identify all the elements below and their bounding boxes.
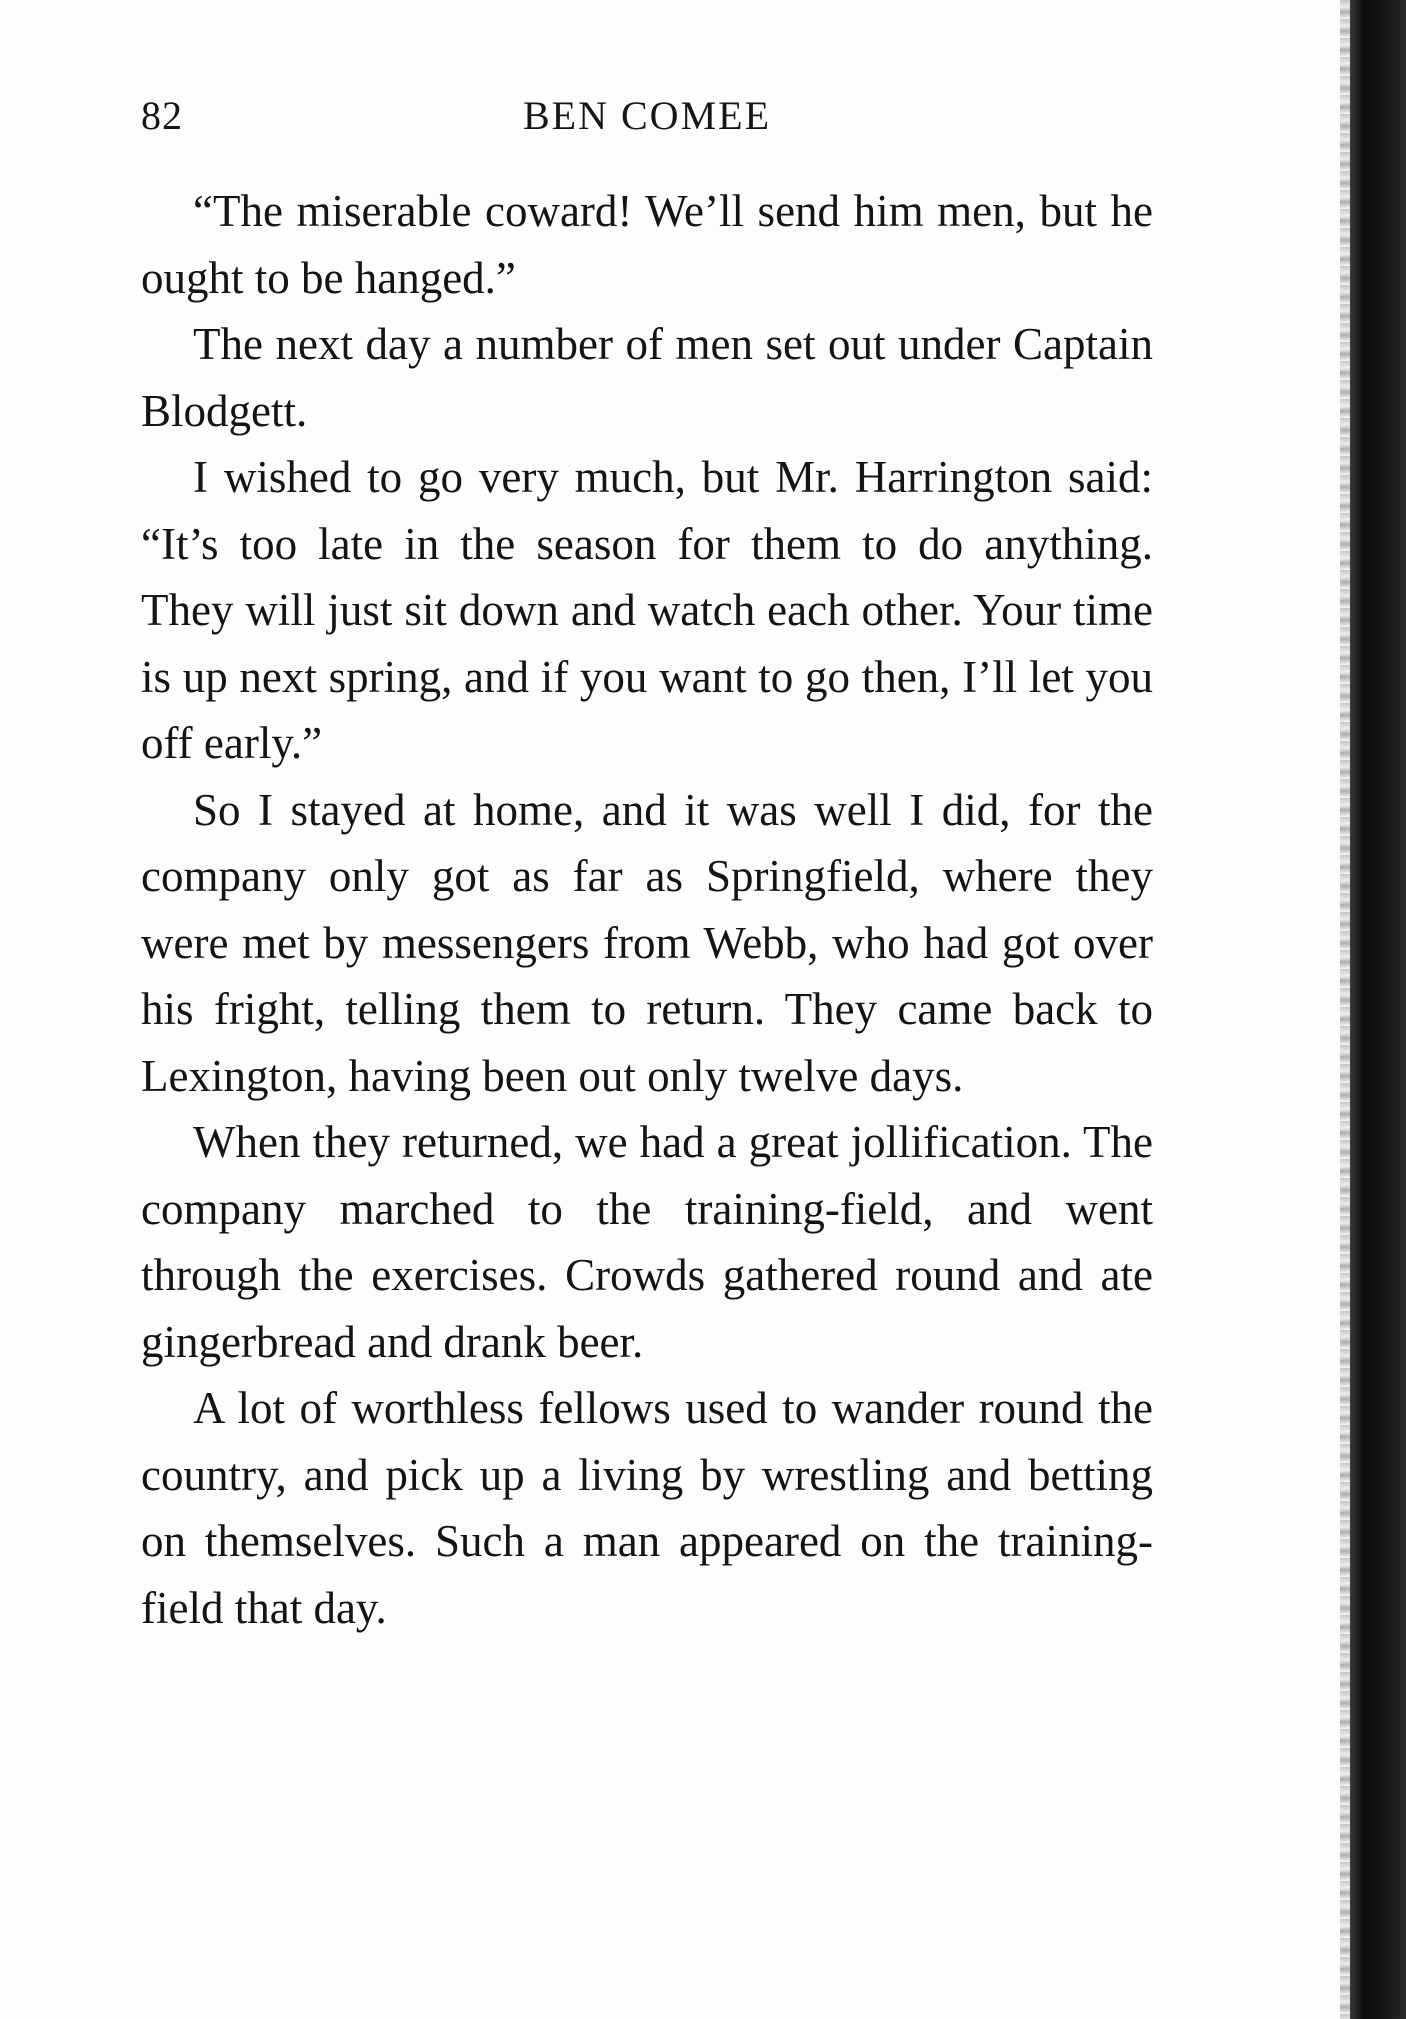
paragraph: When they returned, we had a great jollification. The company marched to the training-field, and went through the exercises. Crowds gathered round and ate gingerbread and drank beer. — [141, 1117, 1153, 1367]
page-header — [141, 92, 1153, 148]
running-head: BEN COMEE — [523, 93, 771, 138]
paragraph: A lot of worthless fellows used to wander round the country, and pick up a living by wrestling and betting on themselves. Such a man appeared on the training-field that day. — [141, 1383, 1153, 1633]
paragraph: I wished to go very much, but Mr. Harrington said: “It’s too late in the season for them to do anything. They will just sit down and watch each other. Your time is up next spring, and if you want to go then, I’ll let you off early.” — [141, 452, 1153, 768]
page-number: 82 — [141, 93, 183, 138]
binding-edge — [1350, 0, 1406, 2019]
paragraph: “The miserable coward! We’ll send him men, but he ought to be hanged.” — [141, 186, 1153, 303]
page-edge-shadow — [1340, 0, 1350, 2019]
paragraph: The next day a number of men set out under Captain Blodgett. — [141, 319, 1153, 436]
paragraph: So I stayed at home, and it was well I did, for the company only got as far as Springfield, where they were met by messengers from Webb, who had got over his fright, telling them to return. They came back to Lexington, having been out only twelve days. — [141, 784, 1153, 1101]
body-text — [141, 178, 1153, 1641]
